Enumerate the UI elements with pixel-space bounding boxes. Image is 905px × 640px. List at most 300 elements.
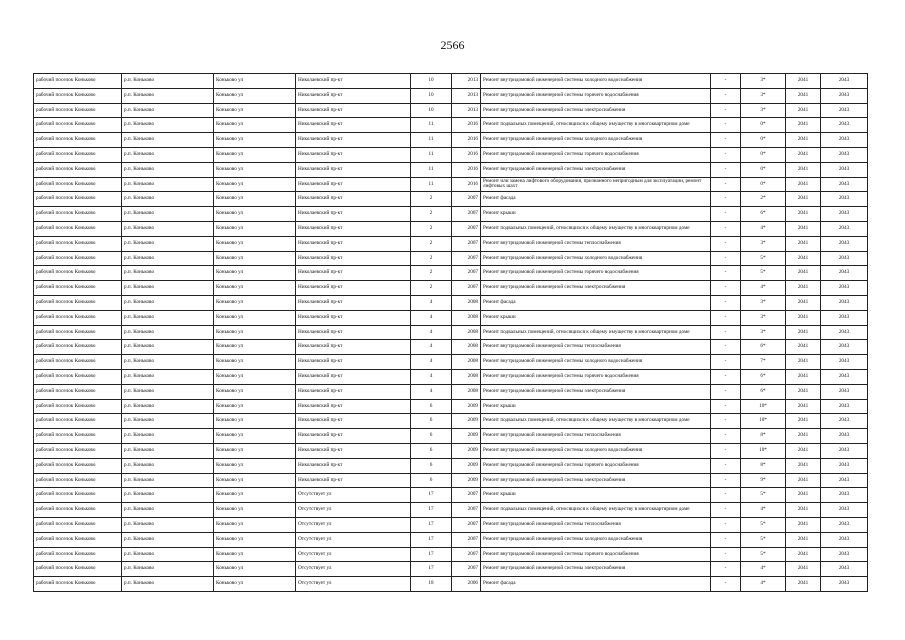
house-number-cell: 11 (411, 133, 452, 148)
street-cell: Коньково ул (214, 147, 296, 162)
house-number-cell: 4 (411, 384, 452, 399)
dash-cell: - (711, 577, 741, 592)
dash-cell: - (711, 281, 741, 296)
avenue-cell: Николаевский пр-кт (296, 414, 411, 429)
settlement-cell: рабочий поселок Коньково (34, 266, 122, 281)
dash-cell: - (711, 207, 741, 222)
street-cell: Коньково ул (214, 443, 296, 458)
settlement-cell: рабочий поселок Коньково (34, 443, 122, 458)
work-type-cell: Ремонт внутридомовой инженерной системы теплоснабжения (481, 517, 711, 532)
year-cell: 2007 (452, 547, 481, 562)
end-year-cell: 2043 (821, 399, 868, 414)
work-type-cell: Ремонт внутридомовой инженерной системы холодного водоснабжения (481, 532, 711, 547)
house-number-cell: 10 (411, 103, 452, 118)
dash-cell: - (711, 295, 741, 310)
house-number-cell: 11 (411, 147, 452, 162)
start-year-cell: 2041 (786, 577, 821, 592)
table-row (34, 547, 868, 562)
street-cell: Коньково ул (214, 162, 296, 177)
table-row (34, 369, 868, 384)
value-cell: 6* (741, 384, 786, 399)
dash-cell: - (711, 266, 741, 281)
locality-cell: р.п. Коньково (122, 192, 214, 207)
start-year-cell: 2041 (786, 266, 821, 281)
table-row (34, 488, 868, 503)
end-year-cell: 2043 (821, 577, 868, 592)
year-cell: 2006 (452, 577, 481, 592)
year-cell: 2009 (452, 458, 481, 473)
table-row (34, 532, 868, 547)
settlement-cell: рабочий поселок Коньково (34, 517, 122, 532)
avenue-cell: Николаевский пр-кт (296, 147, 411, 162)
house-number-cell: 6 (411, 443, 452, 458)
avenue-cell: Николаевский пр-кт (296, 162, 411, 177)
work-type-cell: Ремонт фасада (481, 577, 711, 592)
value-cell: 6* (741, 207, 786, 222)
year-cell: 2009 (452, 399, 481, 414)
avenue-cell: Николаевский пр-кт (296, 384, 411, 399)
year-cell: 2009 (452, 443, 481, 458)
house-number-cell: 17 (411, 547, 452, 562)
settlement-cell: рабочий поселок Коньково (34, 577, 122, 592)
avenue-cell: Николаевский пр-кт (296, 369, 411, 384)
year-cell: 2016 (452, 133, 481, 148)
avenue-cell: Николаевский пр-кт (296, 443, 411, 458)
settlement-cell: рабочий поселок Коньково (34, 221, 122, 236)
table-row (34, 517, 868, 532)
table-row (34, 281, 868, 296)
settlement-cell: рабочий поселок Коньково (34, 192, 122, 207)
start-year-cell: 2041 (786, 207, 821, 222)
table-row (34, 473, 868, 488)
start-year-cell: 2041 (786, 532, 821, 547)
dash-cell: - (711, 162, 741, 177)
locality-cell: р.п. Коньково (122, 251, 214, 266)
dash-cell: - (711, 443, 741, 458)
end-year-cell: 2043 (821, 133, 868, 148)
end-year-cell: 2043 (821, 414, 868, 429)
end-year-cell: 2043 (821, 221, 868, 236)
end-year-cell: 2043 (821, 473, 868, 488)
year-cell: 2009 (452, 429, 481, 444)
street-cell: Коньково ул (214, 355, 296, 370)
end-year-cell: 2043 (821, 325, 868, 340)
end-year-cell: 2043 (821, 547, 868, 562)
street-cell: Коньково ул (214, 384, 296, 399)
work-type-cell: Ремонт подвальных помещений, относящихся к общему имуществу в многоквартирном доме (481, 118, 711, 133)
settlement-cell: рабочий поселок Коньково (34, 88, 122, 103)
year-cell: 2007 (452, 281, 481, 296)
settlement-cell: рабочий поселок Коньково (34, 355, 122, 370)
year-cell: 2007 (452, 266, 481, 281)
table-row (34, 207, 868, 222)
avenue-cell: Отсутствует ул (296, 503, 411, 518)
locality-cell: р.п. Коньково (122, 281, 214, 296)
work-type-cell: Ремонт подвальных помещений, относящихся к общему имуществу в многоквартирном доме (481, 503, 711, 518)
value-cell: 4* (741, 281, 786, 296)
house-number-cell: 2 (411, 281, 452, 296)
house-number-cell: 6 (411, 399, 452, 414)
dash-cell: - (711, 473, 741, 488)
dash-cell: - (711, 414, 741, 429)
house-number-cell: 4 (411, 325, 452, 340)
street-cell: Коньково ул (214, 74, 296, 89)
street-cell: Коньково ул (214, 503, 296, 518)
value-cell: 6* (741, 369, 786, 384)
street-cell: Коньково ул (214, 118, 296, 133)
dash-cell: - (711, 369, 741, 384)
street-cell: Коньково ул (214, 88, 296, 103)
end-year-cell: 2043 (821, 355, 868, 370)
dash-cell: - (711, 310, 741, 325)
locality-cell: р.п. Коньково (122, 118, 214, 133)
end-year-cell: 2043 (821, 118, 868, 133)
locality-cell: р.п. Коньково (122, 517, 214, 532)
start-year-cell: 2041 (786, 443, 821, 458)
table-row (34, 295, 868, 310)
avenue-cell: Отсутствует ул (296, 577, 411, 592)
work-type-cell: Ремонт внутридомовой инженерной системы горячего водоснабжения (481, 547, 711, 562)
house-number-cell: 4 (411, 340, 452, 355)
avenue-cell: Отсутствует ул (296, 562, 411, 577)
street-cell: Коньково ул (214, 325, 296, 340)
value-cell: 3* (741, 88, 786, 103)
locality-cell: р.п. Коньково (122, 473, 214, 488)
dash-cell: - (711, 221, 741, 236)
value-cell: 8* (741, 458, 786, 473)
settlement-cell: рабочий поселок Коньково (34, 488, 122, 503)
work-type-cell: Ремонт внутридомовой инженерной системы электроснабжения (481, 162, 711, 177)
dash-cell: - (711, 236, 741, 251)
value-cell: 7* (741, 355, 786, 370)
end-year-cell: 2043 (821, 74, 868, 89)
start-year-cell: 2041 (786, 369, 821, 384)
start-year-cell: 2041 (786, 310, 821, 325)
avenue-cell: Отсутствует ул (296, 488, 411, 503)
street-cell: Коньково ул (214, 562, 296, 577)
avenue-cell: Николаевский пр-кт (296, 192, 411, 207)
year-cell: 2008 (452, 369, 481, 384)
end-year-cell: 2043 (821, 162, 868, 177)
house-number-cell: 11 (411, 118, 452, 133)
work-type-cell: Ремонт фасада (481, 295, 711, 310)
value-cell: 9* (741, 473, 786, 488)
work-type-cell: Ремонт крыши (481, 488, 711, 503)
dash-cell: - (711, 503, 741, 518)
house-number-cell: 2 (411, 236, 452, 251)
year-cell: 2007 (452, 562, 481, 577)
settlement-cell: рабочий поселок Коньково (34, 369, 122, 384)
start-year-cell: 2041 (786, 251, 821, 266)
locality-cell: р.п. Коньково (122, 369, 214, 384)
avenue-cell: Николаевский пр-кт (296, 177, 411, 192)
avenue-cell: Отсутствует ул (296, 532, 411, 547)
start-year-cell: 2041 (786, 414, 821, 429)
house-number-cell: 2 (411, 192, 452, 207)
table-row (34, 577, 868, 592)
house-number-cell: 10 (411, 88, 452, 103)
repair-schedule-table (33, 73, 868, 592)
year-cell: 2008 (452, 325, 481, 340)
avenue-cell: Отсутствует ул (296, 547, 411, 562)
work-type-cell: Ремонт внутридомовой инженерной системы холодного водоснабжения (481, 251, 711, 266)
locality-cell: р.п. Коньково (122, 221, 214, 236)
value-cell: 4* (741, 221, 786, 236)
avenue-cell: Николаевский пр-кт (296, 236, 411, 251)
table-row (34, 236, 868, 251)
year-cell: 2016 (452, 118, 481, 133)
start-year-cell: 2041 (786, 399, 821, 414)
street-cell: Коньково ул (214, 458, 296, 473)
locality-cell: р.п. Коньково (122, 429, 214, 444)
house-number-cell: 2 (411, 207, 452, 222)
year-cell: 2016 (452, 177, 481, 192)
house-number-cell: 17 (411, 488, 452, 503)
work-type-cell: Ремонт внутридомовой инженерной системы горячего водоснабжения (481, 458, 711, 473)
dash-cell: - (711, 488, 741, 503)
value-cell: 4* (741, 503, 786, 518)
work-type-cell: Ремонт подвальных помещений, относящихся к общему имуществу в многоквартирном доме (481, 221, 711, 236)
year-cell: 2013 (452, 103, 481, 118)
value-cell: 0* (741, 147, 786, 162)
table-row (34, 384, 868, 399)
settlement-cell: рабочий поселок Коньково (34, 340, 122, 355)
work-type-cell: Ремонт внутридомовой инженерной системы холодного водоснабжения (481, 443, 711, 458)
table-row (34, 399, 868, 414)
locality-cell: р.п. Коньково (122, 133, 214, 148)
dash-cell: - (711, 118, 741, 133)
table-row (34, 251, 868, 266)
table-row (34, 177, 868, 192)
house-number-cell: 6 (411, 458, 452, 473)
table-row (34, 133, 868, 148)
settlement-cell: рабочий поселок Коньково (34, 177, 122, 192)
avenue-cell: Николаевский пр-кт (296, 221, 411, 236)
dash-cell: - (711, 74, 741, 89)
dash-cell: - (711, 429, 741, 444)
year-cell: 2007 (452, 251, 481, 266)
work-type-cell: Ремонт крыши (481, 207, 711, 222)
work-type-cell: Ремонт крыши (481, 399, 711, 414)
year-cell: 2008 (452, 295, 481, 310)
house-number-cell: 4 (411, 355, 452, 370)
work-type-cell: Ремонт внутридомовой инженерной системы горячего водоснабжения (481, 266, 711, 281)
start-year-cell: 2041 (786, 118, 821, 133)
dash-cell: - (711, 547, 741, 562)
table-row (34, 414, 868, 429)
house-number-cell: 11 (411, 162, 452, 177)
street-cell: Коньково ул (214, 103, 296, 118)
value-cell: 4* (741, 577, 786, 592)
value-cell: 5* (741, 517, 786, 532)
locality-cell: р.п. Коньково (122, 399, 214, 414)
end-year-cell: 2043 (821, 443, 868, 458)
locality-cell: р.п. Коньково (122, 340, 214, 355)
table-row (34, 103, 868, 118)
work-type-cell: Ремонт внутридомовой инженерной системы электроснабжения (481, 473, 711, 488)
table-body (34, 74, 868, 592)
start-year-cell: 2041 (786, 458, 821, 473)
end-year-cell: 2043 (821, 562, 868, 577)
start-year-cell: 2041 (786, 355, 821, 370)
table-row (34, 310, 868, 325)
street-cell: Коньково ул (214, 414, 296, 429)
settlement-cell: рабочий поселок Коньково (34, 503, 122, 518)
avenue-cell: Николаевский пр-кт (296, 355, 411, 370)
table-row (34, 340, 868, 355)
avenue-cell: Отсутствует ул (296, 517, 411, 532)
locality-cell: р.п. Коньково (122, 355, 214, 370)
start-year-cell: 2041 (786, 295, 821, 310)
end-year-cell: 2043 (821, 310, 868, 325)
locality-cell: р.п. Коньково (122, 325, 214, 340)
dash-cell: - (711, 340, 741, 355)
dash-cell: - (711, 458, 741, 473)
work-type-cell: Ремонт подвальных помещений, относящихся к общему имуществу в многоквартирном доме (481, 325, 711, 340)
dash-cell: - (711, 355, 741, 370)
street-cell: Коньково ул (214, 192, 296, 207)
work-type-cell: Ремонт или замена лифтового оборудования, признанного непригодным для эксплуатации, ремонт лифтовых шахт (481, 177, 711, 192)
dash-cell: - (711, 251, 741, 266)
avenue-cell: Николаевский пр-кт (296, 458, 411, 473)
start-year-cell: 2041 (786, 429, 821, 444)
work-type-cell: Ремонт подвальных помещений, относящихся к общему имуществу в многоквартирном доме (481, 414, 711, 429)
table-row (34, 562, 868, 577)
street-cell: Коньково ул (214, 532, 296, 547)
value-cell: 3* (741, 295, 786, 310)
start-year-cell: 2041 (786, 384, 821, 399)
avenue-cell: Николаевский пр-кт (296, 310, 411, 325)
locality-cell: р.п. Коньково (122, 458, 214, 473)
value-cell: 3* (741, 325, 786, 340)
street-cell: Коньково ул (214, 577, 296, 592)
locality-cell: р.п. Коньково (122, 577, 214, 592)
locality-cell: р.п. Коньково (122, 295, 214, 310)
year-cell: 2013 (452, 88, 481, 103)
settlement-cell: рабочий поселок Коньково (34, 562, 122, 577)
value-cell: 6* (741, 340, 786, 355)
street-cell: Коньково ул (214, 207, 296, 222)
avenue-cell: Николаевский пр-кт (296, 133, 411, 148)
value-cell: 0* (741, 118, 786, 133)
dash-cell: - (711, 192, 741, 207)
house-number-cell: 2 (411, 251, 452, 266)
work-type-cell: Ремонт внутридомовой инженерной системы горячего водоснабжения (481, 147, 711, 162)
settlement-cell: рабочий поселок Коньково (34, 147, 122, 162)
dash-cell: - (711, 325, 741, 340)
end-year-cell: 2043 (821, 295, 868, 310)
year-cell: 2007 (452, 488, 481, 503)
page-number: 2566 (440, 38, 465, 52)
start-year-cell: 2041 (786, 162, 821, 177)
avenue-cell: Николаевский пр-кт (296, 295, 411, 310)
locality-cell: р.п. Коньково (122, 236, 214, 251)
settlement-cell: рабочий поселок Коньково (34, 414, 122, 429)
locality-cell: р.п. Коньково (122, 443, 214, 458)
dash-cell: - (711, 103, 741, 118)
street-cell: Коньково ул (214, 429, 296, 444)
end-year-cell: 2043 (821, 251, 868, 266)
register-sheet (33, 73, 867, 592)
start-year-cell: 2041 (786, 133, 821, 148)
value-cell: 10* (741, 443, 786, 458)
settlement-cell: рабочий поселок Коньково (34, 133, 122, 148)
avenue-cell: Николаевский пр-кт (296, 340, 411, 355)
avenue-cell: Николаевский пр-кт (296, 103, 411, 118)
avenue-cell: Николаевский пр-кт (296, 118, 411, 133)
end-year-cell: 2043 (821, 88, 868, 103)
end-year-cell: 2043 (821, 429, 868, 444)
settlement-cell: рабочий поселок Коньково (34, 295, 122, 310)
start-year-cell: 2041 (786, 340, 821, 355)
table-row (34, 266, 868, 281)
start-year-cell: 2041 (786, 221, 821, 236)
work-type-cell: Ремонт внутридомовой инженерной системы электроснабжения (481, 103, 711, 118)
year-cell: 2016 (452, 162, 481, 177)
end-year-cell: 2043 (821, 103, 868, 118)
start-year-cell: 2041 (786, 177, 821, 192)
start-year-cell: 2041 (786, 325, 821, 340)
locality-cell: р.п. Коньково (122, 88, 214, 103)
street-cell: Коньково ул (214, 547, 296, 562)
house-number-cell: 4 (411, 310, 452, 325)
locality-cell: р.п. Коньково (122, 103, 214, 118)
settlement-cell: рабочий поселок Коньково (34, 118, 122, 133)
value-cell: 3* (741, 74, 786, 89)
year-cell: 2008 (452, 384, 481, 399)
value-cell: 3* (741, 103, 786, 118)
settlement-cell: рабочий поселок Коньково (34, 325, 122, 340)
locality-cell: р.п. Коньково (122, 207, 214, 222)
avenue-cell: Николаевский пр-кт (296, 207, 411, 222)
street-cell: Коньково ул (214, 221, 296, 236)
value-cell: 10* (741, 399, 786, 414)
work-type-cell: Ремонт внутридомовой инженерной системы теплоснабжения (481, 236, 711, 251)
house-number-cell: 17 (411, 517, 452, 532)
year-cell: 2009 (452, 473, 481, 488)
start-year-cell: 2041 (786, 473, 821, 488)
settlement-cell: рабочий поселок Коньково (34, 162, 122, 177)
work-type-cell: Ремонт внутридомовой инженерной системы холодного водоснабжения (481, 355, 711, 370)
street-cell: Коньково ул (214, 236, 296, 251)
house-number-cell: 17 (411, 532, 452, 547)
avenue-cell: Николаевский пр-кт (296, 399, 411, 414)
locality-cell: р.п. Коньково (122, 488, 214, 503)
year-cell: 2007 (452, 207, 481, 222)
value-cell: 5* (741, 488, 786, 503)
settlement-cell: рабочий поселок Коньково (34, 458, 122, 473)
house-number-cell: 17 (411, 562, 452, 577)
start-year-cell: 2041 (786, 88, 821, 103)
start-year-cell: 2041 (786, 517, 821, 532)
end-year-cell: 2043 (821, 340, 868, 355)
street-cell: Коньково ул (214, 310, 296, 325)
start-year-cell: 2041 (786, 281, 821, 296)
dash-cell: - (711, 399, 741, 414)
avenue-cell: Николаевский пр-кт (296, 429, 411, 444)
locality-cell: р.п. Коньково (122, 532, 214, 547)
dash-cell: - (711, 88, 741, 103)
house-number-cell: 10 (411, 74, 452, 89)
start-year-cell: 2041 (786, 192, 821, 207)
work-type-cell: Ремонт внутридомовой инженерной системы холодного водоснабжения (481, 133, 711, 148)
dash-cell: - (711, 147, 741, 162)
locality-cell: р.п. Коньково (122, 162, 214, 177)
end-year-cell: 2043 (821, 236, 868, 251)
table-row (34, 429, 868, 444)
value-cell: 3* (741, 310, 786, 325)
dash-cell: - (711, 177, 741, 192)
